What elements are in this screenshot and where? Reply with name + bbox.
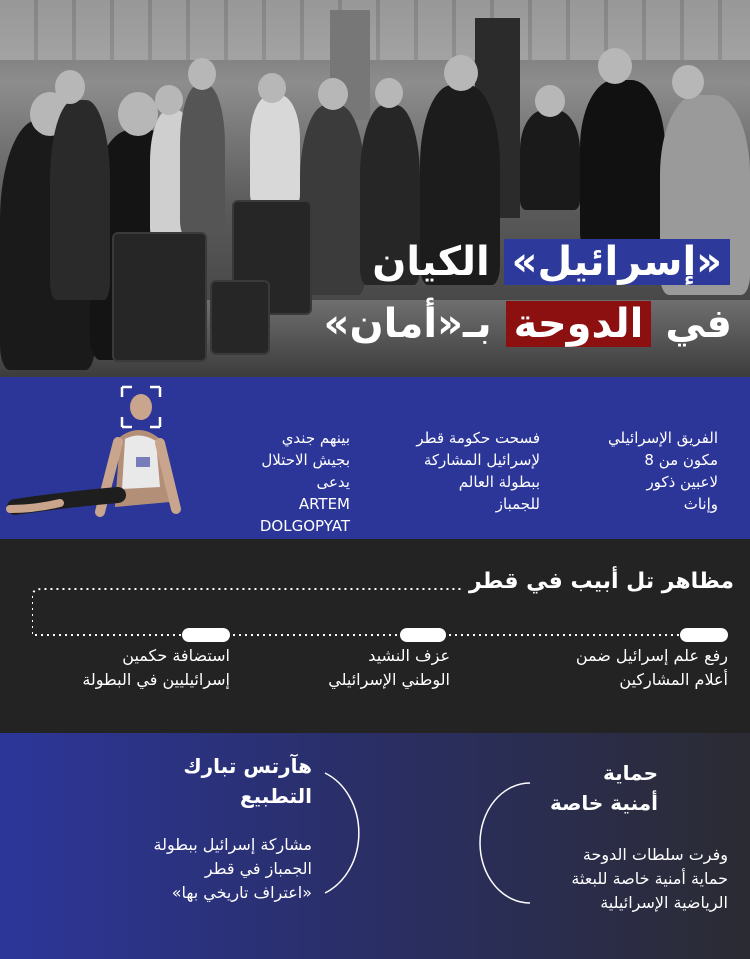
facts-band <box>0 377 750 539</box>
gymnast-athlete-image <box>0 377 200 539</box>
fact-team <box>568 427 718 515</box>
timeline-item-flag <box>508 644 728 692</box>
headline-entity: الكيان <box>372 239 490 285</box>
timeline-item-line: رفع علم إسرائيل ضمن <box>575 646 728 665</box>
normalization-title <box>183 751 312 811</box>
fact-qatar-line: فسحت حكومة قطر <box>416 429 540 447</box>
timeline-item-line: استضافة حكمين <box>122 646 230 665</box>
timeline-item-anthem <box>270 644 450 692</box>
normalization-body-line: الجمباز في قطر <box>204 859 312 878</box>
fact-team-line: الفريق الإسرائيلي <box>608 429 718 447</box>
fact-qatar-line: ببطولة العالم <box>458 473 540 491</box>
bottom-section <box>0 733 750 959</box>
protection-title-line: أمنية خاصة <box>549 791 658 815</box>
fact-qatar-line: للجمباز <box>495 495 540 513</box>
protection-title-line: حماية <box>603 761 658 785</box>
suitcase <box>210 280 270 355</box>
headline-in: في <box>665 301 732 347</box>
suitcase <box>112 232 207 362</box>
fact-soldier-line: ARTEM DOLGOPYAT <box>259 495 350 535</box>
headline-highlight-israel: «إسرائيل» <box>504 239 730 285</box>
normalization-title-line: هآرتس تبارك <box>183 754 312 778</box>
normalization-body-line: مشاركة إسرائيل ببطولة <box>153 835 312 854</box>
timeline-item-line: عزف النشيد <box>368 646 450 665</box>
timeline-item-line: الوطني الإسرائيلي <box>328 670 450 689</box>
airport-ceiling <box>0 0 750 60</box>
headline-line-1 <box>372 238 730 286</box>
fact-team-line: مكون من 8 <box>644 451 718 469</box>
headline-line-2 <box>324 300 732 348</box>
normalization-body <box>112 833 312 905</box>
fact-team-line: وإناث <box>683 495 718 513</box>
timeline-item-line: إسرائيليين في البطولة <box>82 670 230 689</box>
normalization-title-line: التطبيع <box>239 784 312 808</box>
headline-safety: بـ«أمان» <box>323 301 492 347</box>
fact-soldier-line: بينهم جندي <box>281 429 350 447</box>
fact-soldier-line: يدعى <box>316 473 350 491</box>
timeline-item-referees <box>10 644 230 692</box>
timeline-marker <box>400 628 446 642</box>
timeline-heading: مظاهر تل أبيب في قطر <box>468 569 734 594</box>
protection-body <box>528 843 728 915</box>
timeline-item-line: أعلام المشاركين <box>619 670 728 689</box>
fact-soldier-line: بجيش الاحتلال <box>261 451 350 469</box>
fact-qatar <box>380 427 540 515</box>
normalization-body-line: «اعتراف تاريخي بها» <box>171 883 312 902</box>
timeline-marker <box>680 628 728 642</box>
protection-body-line: وفرت سلطات الدوحة <box>582 845 728 864</box>
headline-highlight-doha: الدوحة <box>506 301 652 347</box>
hero-photo <box>0 0 750 377</box>
protection-body-line: الرياضية الإسرائيلية <box>600 893 728 912</box>
timeline-marker <box>182 628 230 642</box>
protection-title <box>550 758 658 818</box>
protection-body-line: حماية أمنية خاصة للبعثة <box>571 869 728 888</box>
fact-soldier <box>220 427 350 537</box>
timeline-section <box>0 539 750 733</box>
fact-team-line: لاعبين ذكور <box>646 473 718 491</box>
fact-qatar-line: لإسرائيل المشاركة <box>423 451 540 469</box>
